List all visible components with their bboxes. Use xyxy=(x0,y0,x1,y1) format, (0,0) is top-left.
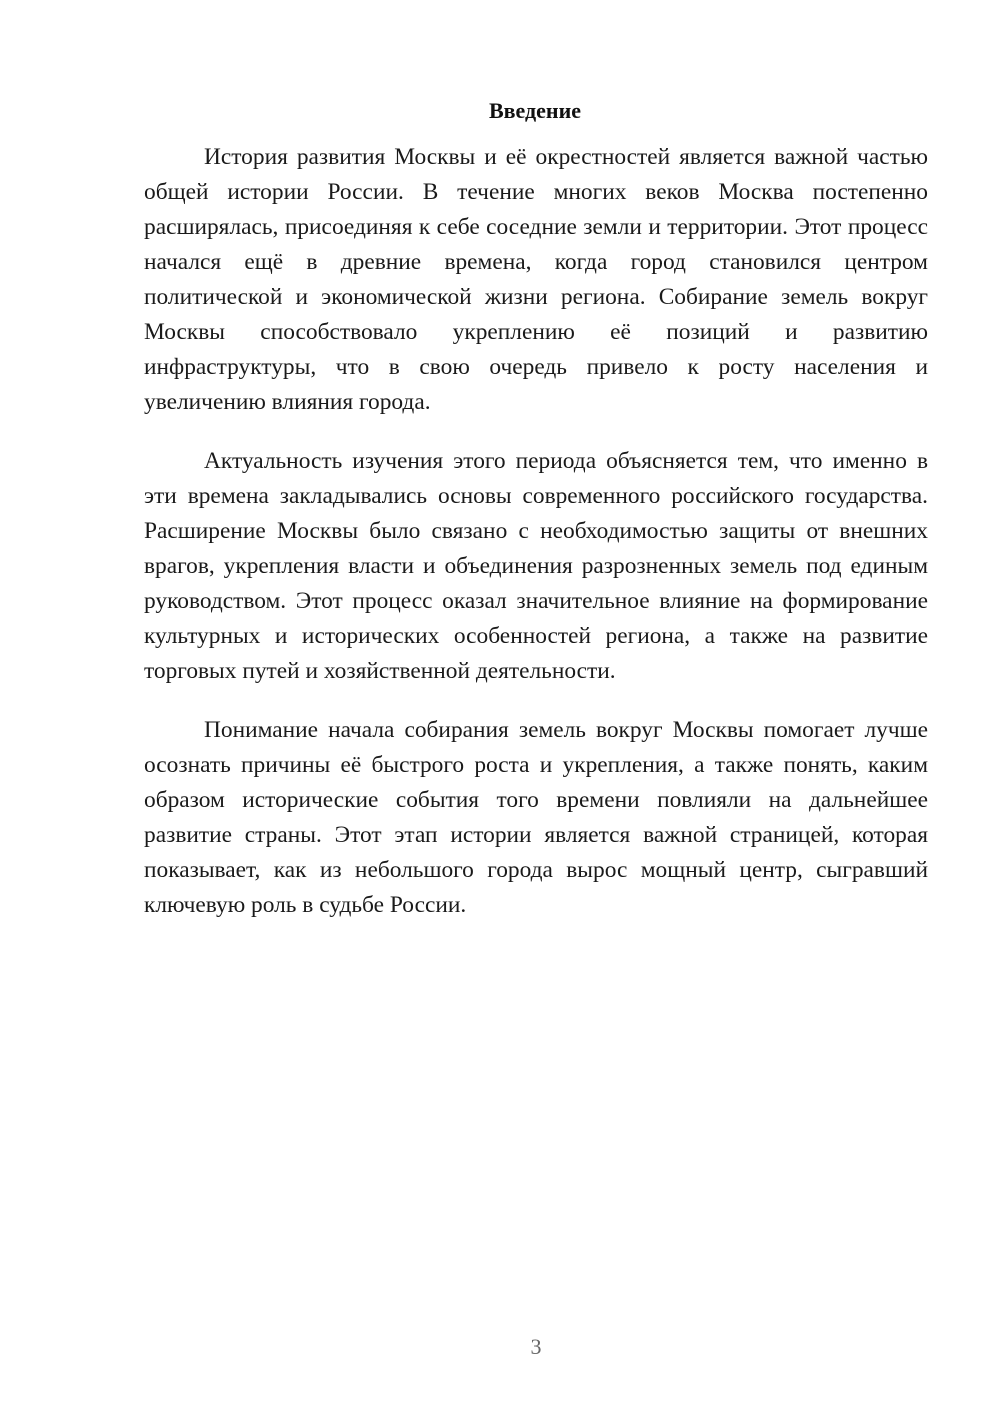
section-heading: Введение xyxy=(488,98,582,123)
paragraph-1: История развития Москвы и её окрестностей является важной частью общей истории России. В течение многих веков Москва постепенно расширялась, присоединяя к себе соседние земли и территории. Этот процесс начался ещё в древние времена, когда город становился центром политической и экономической жизни региона. Собирание земель вокруг Москвы способствовало укреплению её позиций и развитию инфраструктуры, что в свою очередь привело к росту населения и увеличению влияния города. xyxy=(144,144,928,415)
body-text xyxy=(144,140,928,947)
page-number: 3 xyxy=(530,1334,542,1359)
paragraph-3: Понимание начала собирания земель вокруг Москвы помогает лучше осознать причины её быстрого роста и укрепления, а также понять, каким образом исторические события того времени повлияли на дальнейшее развитие страны. Этот этап истории является важной страницей, которая показывает, как из небольшого города вырос мощный центр, сыгравший ключевую роль в судьбе России. xyxy=(144,717,928,918)
paragraph-2: Актуальность изучения этого периода объясняется тем, что именно в эти времена закладывались основы современного российского государства. Расширение Москвы было связано с необходимостью защиты от внешних врагов, укрепления власти и объединения разрозненных земель под единым руководством. Этот процесс оказал значительное влияние на формирование культурных и исторических особенностей региона, а также на развитие торговых путей и хозяйственной деятельности. xyxy=(144,448,928,684)
